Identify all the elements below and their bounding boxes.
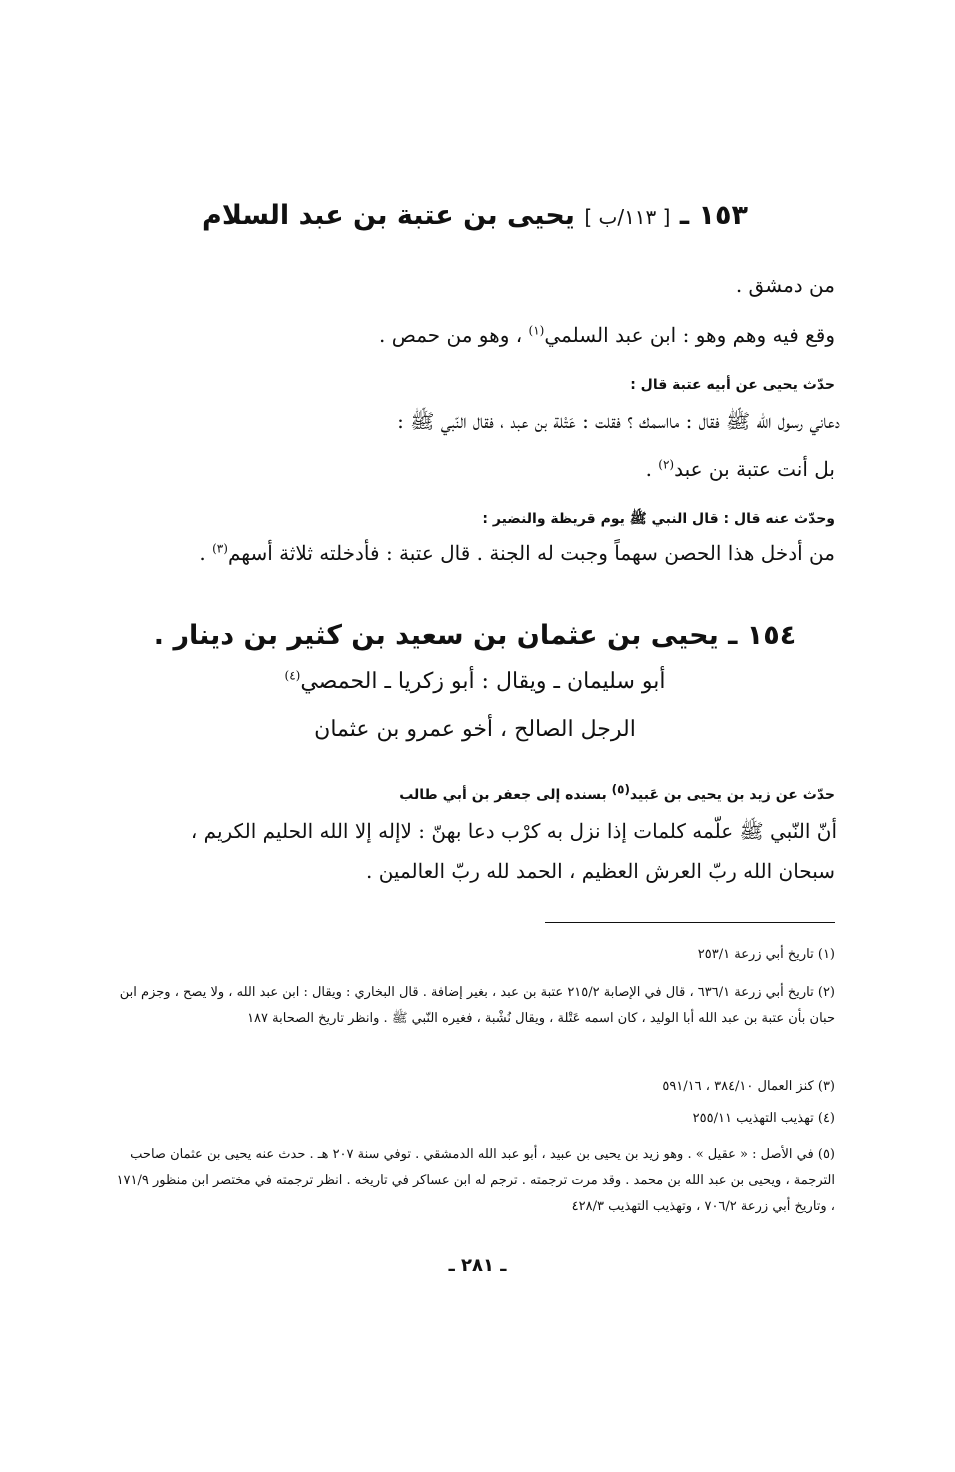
footnote-5: (٥) في الأصل : « عقيل » . وهو زيد بن يحيى بن عبيد ، أبو عبد الله الدمشقي . توفي سنة ٢٠٧ هـ . حدث عنه يحيى بن عثمان صاحب الترجمة ، ويحيى بن عبد الله بن محمد . وقد مرت ترجمته . ترجم له ابن عساكر في تاريخه . انظر ترجمته في مختصر ابن منظور ١٧١/٩ ، وتاريخ أبي زرعة ٧٠٦/٢ ، وتهذيب التهذيب ٤٢٨/٣ xyxy=(116,1147,835,1214)
entry-153-narration-1: حدّث يحيى عن أبيه عتبة قال : xyxy=(630,377,835,393)
footnote-2: (٢) تاريخ أبي زرعة ٦٣٦/١ ، قال في الإصابة ٢١٥/٢ عتبة بن عبد ، بغير إضافة . قال البخاري : ويقال : ابن عبد الله ، ولا يصح ، وجزم ابن حبان بأن عتبة بن عبد الله أبا الوليد ، كان اسمه عَتْلة ، ويقال نُشْبة ، فغيره النّبي ﷺ . وانظر تاريخ الصحابة ١٨٧ xyxy=(119,985,835,1026)
entry-153-hadith-1-line-2 xyxy=(115,456,835,482)
entry-153-narration-2: وحدّث عنه قال : قال النبي ﷺ يوم قريظة والنضير : xyxy=(482,511,835,527)
entry-153-hadith-1-end: . xyxy=(645,457,652,481)
entry-153-name: يحيى بن عتبة بن عبد السلام xyxy=(202,200,575,231)
entry-154-hadith-line-2: سبحان الله ربّ العرش العظيم ، الحمد لله ربّ العالمين . xyxy=(365,859,835,883)
entry-154-hadith-line-1: أنّ النّبي ﷺ علّمه كلمات إذا نزل به كرْب دعا بهنّ : لاإله إلا الله الحليم الكريم ، xyxy=(190,819,837,843)
entry-153-hadith-2-end: . xyxy=(199,541,206,565)
entry-153-origin: من دمشق . xyxy=(735,273,835,297)
entry-153-hadith-2-text: من أدخل هذا الحصن سهماً وجبت له الجنة . قال عتبة : فأدخلته ثلاثة أسهم xyxy=(227,541,835,565)
entry-154-narration-end: بسنده إلى جعفر بن أبي طالب xyxy=(399,787,607,803)
entry-154-heading: ١٥٤ ـ يحيى بن عثمان بن سعيد بن كثير بن دينار . xyxy=(153,620,797,651)
entry-153-note-text-end: ، وهو من حمص . xyxy=(379,323,523,347)
entry-154-kunya-text: أبو سليمان ـ ويقال : أبو زكريا ـ الحمصي xyxy=(300,669,666,694)
footnote-ref-5: (٥) xyxy=(611,782,630,797)
entry-153-note-text: وقع فيه وهم وهو : ابن عبد السلمي xyxy=(544,323,835,347)
entry-154-narration-text: حدّث عن زيد بن يحيى بن عَبيد xyxy=(629,787,835,803)
footnote-1: (١) تاريخ أبي زرعة ٢٥٣/١ xyxy=(697,947,835,962)
footnote-ref-2: (٢) xyxy=(658,457,675,472)
entry-154-kunya xyxy=(115,668,835,697)
footnote-ref-1: (١) xyxy=(528,323,545,338)
entry-153-hadith-2 xyxy=(115,540,835,566)
entry-154-narration xyxy=(115,782,835,804)
footnote-ref-4: (٤) xyxy=(284,668,301,683)
footnote-3: (٣) كنز العمال ٣٨٤/١٠ ، ٥٩١/١٦ xyxy=(662,1079,835,1094)
entry-153-note-line xyxy=(115,322,835,348)
footnote-separator xyxy=(545,922,835,923)
entry-153-hadith-1-line-1: دعاني رسول الله ﷺ فقال : مااسمك ؟ فقلت : عَتْلة بن عبد ، فقال النّبي ﷺ : xyxy=(397,409,840,433)
footnote-4: (٤) تهذيب التهذيب ٢٥٥/١١ xyxy=(692,1111,835,1126)
entry-153-heading xyxy=(95,198,855,233)
entry-153-folio-ref: [ ١١٣/ب ] xyxy=(584,205,671,229)
entry-153-number: ١٥٣ ـ xyxy=(679,200,748,231)
page-number: ـ ٢٨١ ـ xyxy=(448,1255,507,1276)
entry-153-hadith-1-text: بل أنت عتبة بن عبد xyxy=(674,457,835,481)
entry-154-description: الرجل الصالح ، أخو عمرو بن عثمان xyxy=(314,717,636,742)
footnote-ref-3: (٣) xyxy=(212,541,228,556)
